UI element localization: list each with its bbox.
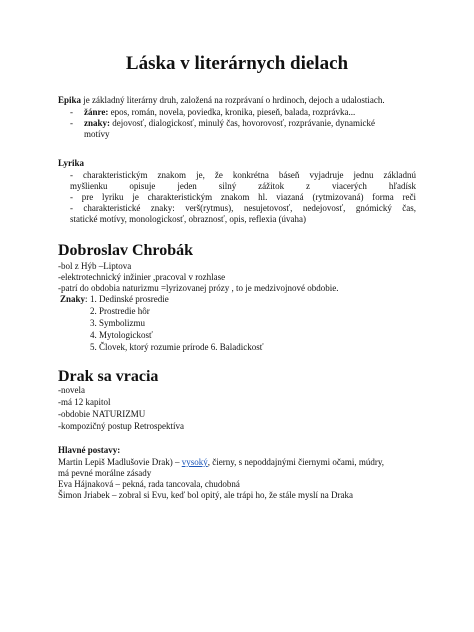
znaky-colon: :	[85, 294, 88, 304]
znaky-item-3: 3. Symbolizmu	[90, 318, 146, 328]
znaky-item-5: 5. Človek, ktorý rozumie prírode 6. Baladickosť	[90, 342, 264, 352]
chrobak-line-3: -patrí do obdobia naturizmu =lyrizovanej prózy , to je medzivojnové obdobie.	[58, 283, 339, 293]
chrobak-znaky-label	[60, 293, 88, 305]
znaky-item-2: 2. Prostredie hôr	[90, 306, 150, 316]
postava-1-a: Martin Lepiš Madlušovie Drak) –	[58, 457, 182, 467]
lyrika-heading: Lyrika	[58, 158, 85, 168]
drak-line-1: -novela	[58, 385, 85, 395]
postava-1-b: , čierny, s nepoddajnými čiernymi očami, múdry,	[207, 457, 385, 467]
lyrika-line-4: - charakteristické znaky: verš(rytmus), nesujetovosť, nedejovosť, gnómický čas,	[70, 203, 416, 213]
postava-3: Šimon Jriabek – zobral si Evu, keď bol opitý, ale trápi ho, že stále myslí na Draka	[58, 490, 353, 500]
lyrika-line-5: statické motívy, monologickosť, obraznosť, opis, reflexia (úvaha)	[70, 214, 307, 224]
znaky-item-1: 1. Dedinské prosredie	[90, 294, 169, 304]
postava-1-cont: má pevné morálne zásady	[58, 468, 152, 478]
znaky-item-4: 4. Mytologickosť	[90, 330, 153, 340]
epika-dash-2: -	[70, 118, 73, 128]
epika-znaky-cont: motívy	[84, 129, 110, 139]
chrobak-line-2: -elektrotechnický inžinier ,pracoval v rozhlase	[58, 272, 226, 282]
znaky-label: Znaky	[60, 294, 86, 304]
epika-znaky-line	[84, 117, 375, 129]
epika-dash-1: -	[70, 107, 73, 117]
postava-2: Eva Hájnaková – pekná, rada tancovala, chudobná	[58, 479, 240, 489]
epika-zanre-label: žánre:	[84, 107, 109, 117]
drak-heading: Drak sa vracia	[58, 368, 159, 385]
epika-term: Epika	[58, 95, 82, 105]
postavy-heading: Hlavné postavy:	[58, 445, 121, 455]
page-title: Láska v literárnych dielach	[125, 53, 349, 74]
lyrika-line-2: myšlienku opisuje jeden silný zážitok z viacerých hľadísk	[70, 181, 416, 191]
vysoky-link[interactable]: vysoký	[181, 457, 208, 467]
epika-intro-line	[58, 94, 385, 106]
lyrika-line-3: - pre lyriku je charakteristickým znakom hl. viazaná (rytmizovaná) forma reči	[70, 192, 416, 202]
drak-line-3: -obdobie NATURIZMU	[58, 409, 146, 419]
epika-intro: je základný literárny druh, založená na rozprávaní o hrdinoch, dejoch a udalostiach.	[81, 95, 385, 105]
chrobak-heading: Dobroslav Chrobák	[58, 242, 193, 259]
lyrika-line-1: - charakteristickým znakom je, že konkrétna báseň vyjadruje jednu základnú	[70, 170, 416, 180]
drak-line-2: -má 12 kapitol	[58, 397, 111, 407]
epika-zanre-text: epos, román, novela, poviedka, kronika, pieseň, balada, rozprávka...	[108, 107, 356, 117]
epika-znaky-label: znaky:	[84, 118, 111, 128]
drak-line-4: -kompozičný postup Retrospektíva	[58, 421, 184, 431]
chrobak-line-1: -bol z Hýb –Liptova	[58, 261, 132, 271]
epika-znaky-text: dejovosť, dialogickosť, minulý čas, hovorovosť, rozprávanie, dynamické	[110, 118, 375, 128]
